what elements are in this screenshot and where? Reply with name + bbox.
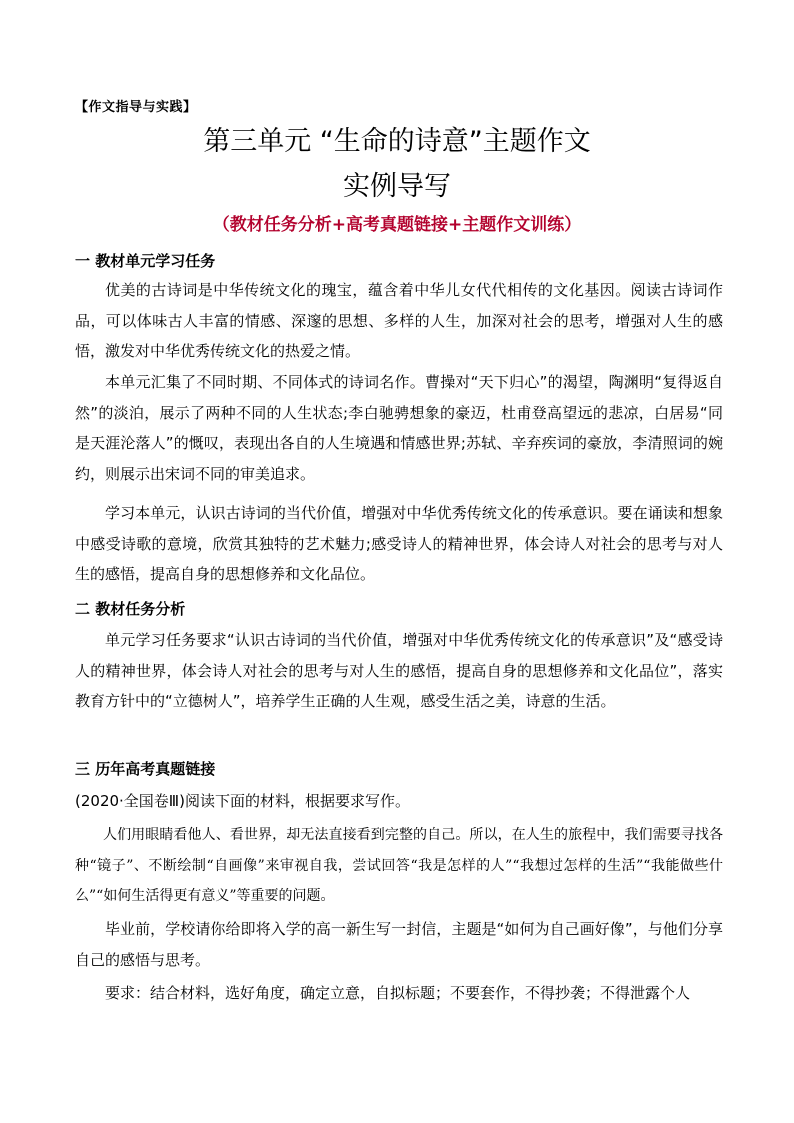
page-title: 第三单元 “生命的诗意”主题作文	[203, 126, 591, 157]
exam-source-line: (2020·全国卷Ⅲ)阅读下面的材料，根据要求写作。	[75, 792, 410, 810]
exam-material: 人们用眼睛看他人、看世界，却无法直接看到完整的自己。所以，在人生的旅程中，我们需要寻找各种“镜子”、不断绘制“自画像”来审视自我，尝试回答“我是怎样的人”“我想过怎样的生活”“我能做些什么”“如何生活得更有意义”等重要的问题。	[75, 827, 723, 904]
exam-task: 毕业前，学校请你给即将入学的高一新生写一封信，主题是“如何为自己画好像”，与他们分享自己的感悟与思考。	[75, 920, 723, 969]
section-tag: 【作文指导与实践】	[75, 100, 197, 115]
section3-heading: 三 历年高考真题链接	[75, 760, 216, 778]
section1-heading: 一 教材单元学习任务	[75, 252, 216, 270]
section2-heading: 二 教材任务分析	[75, 600, 186, 618]
section1-paragraph-2: 本单元汇集了不同时期、不同体式的诗词名作。曹操对“天下归心”的渴望，陶渊明“复得返自然”的淡泊，展示了两种不同的人生状态;李白驰骋想象的豪迈，杜甫登高望远的悲凉，白居易“同是天涯沦落人”的慨叹，表现出各自的人生境遇和情感世界;苏轼、辛弃疾词的豪放，李清照词的婉约，则展示出宋词不同的审美追求。	[75, 373, 723, 483]
section1-paragraph-1: 优美的古诗词是中华传统文化的瑰宝，蕴含着中华儿女代代相传的文化基因。阅读古诗词作品，可以体味古人丰富的情感、深邃的思想、多样的人生，加深对社会的思考，增强对人生的感悟，激发对中华优秀传统文化的热爱之情。	[75, 281, 723, 360]
page-title-line2: 实例导写	[343, 171, 451, 202]
section2-paragraph-1: 单元学习任务要求“认识古诗词的当代价值，增强对中华优秀传统文化的传承意识”及“感受诗人的精神世界，体会诗人对社会的思考与对人生的感悟，提高自身的思想修养和文化品位”，落实教育方针中的“立德树人”，培养学生正确的人生观，感受生活之美，诗意的生活。	[75, 631, 723, 710]
exam-requirement: 要求：结合材料，选好角度，确定立意，自拟标题；不要套作，不得抄袭；不得泄露个人	[105, 984, 691, 1002]
section1-paragraph-3: 学习本单元，认识古诗词的当代价值，增强对中华优秀传统文化的传承意识。要在诵读和想象中感受诗歌的意境，欣赏其独特的艺术魅力;感受诗人的精神世界，体会诗人对社会的思考与对人生的感悟，提高自身的思想修养和文化品位。	[75, 504, 723, 583]
page-subtitle: （教材任务分析+高考真题链接+主题作文训练）	[212, 215, 582, 235]
